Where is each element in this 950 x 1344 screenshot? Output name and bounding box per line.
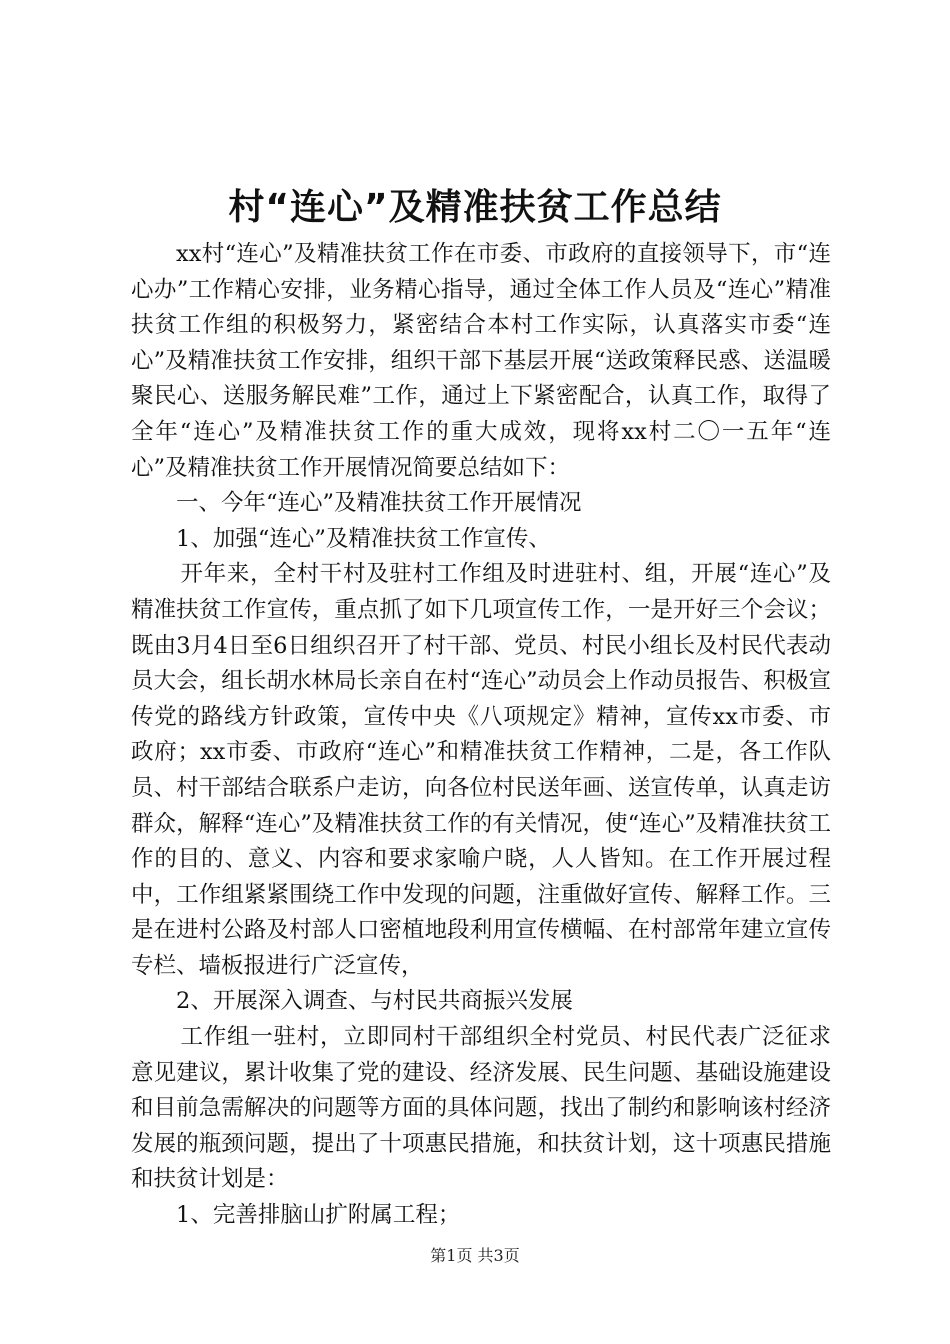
paragraph-intro: xx村“连心”及精准扶贫工作在市委、市政府的直接领导下，市“连心办”工作精心安排，业务精心指导，通过全体工作人员及“连心”精准扶贫工作组的积极努力，紧密结合本村工作实际，认真落实市委“连心”及精准扶贫工作安排，组织干部下基层开展“送政策释民惑、送温暖聚民心、送服务解民难”工作，通过上下紧密配合，认真工作，取得了全年“连心”及精准扶贫工作的重大成效，现将xx村二〇一五年“连心”及精准扶贫工作开展情况简要总结如下： [131, 241, 831, 481]
page-footer: 第1页 共3页 [430, 1246, 520, 1265]
document-title: 村“连心”及精准扶贫工作总结 [228, 187, 722, 228]
document-body [131, 237, 831, 1234]
paragraph-investigation: 工作组一驻村，立即同村干部组织全村党员、村民代表广泛征求意见建议，累计收集了党的建设、经济发展、民生问题、基础设施建设和目前急需解决的问题等方面的具体问题，找出了制约和影响该村经济发展的瓶颈问题，提出了十项惠民措施，和扶贫计划，这十项惠民措施和扶贫计划是： [131, 1024, 831, 1193]
section-heading-1: 一、今年“连心”及精准扶贫工作开展情况 [176, 490, 582, 517]
subsection-heading-2: 2、开展深入调查、与村民共商振兴发展 [176, 988, 573, 1015]
list-item-1: 1、完善排脑山扩附属工程； [176, 1202, 461, 1229]
paragraph-publicity: 开年来，全村干村及驻村工作组及时进驻村、组，开展“连心”及精准扶贫工作宣传，重点抓了如下几项宣传工作，一是开好三个会议；既由3月4日至6日组织召开了村干部、党员、村民小组长及村民代表动员大会，组长胡水林局长亲自在村“连心”动员会上作动员报告、积极宣传党的路线方针政策，宣传中央《八项规定》精神，宣传xx市委、市政府；xx市委、市政府“连心”和精准扶贫工作精神，二是，各工作队员、村干部结合联系户走访，向各位村民送年画、送宣传单，认真走访群众，解释“连心”及精准扶贫工作的有关情况，使“连心”及精准扶贫工作的目的、意义、内容和要求家喻户晓，人人皆知。在工作开展过程中，工作组紧紧围绕工作中发现的问题，注重做好宣传、解释工作。三是在进村公路及村部人口密植地段利用宣传横幅、在村部常年建立宣传专栏、墙板报进行广泛宣传， [131, 561, 831, 979]
subsection-heading-1: 1、加强“连心”及精准扶贫工作宣传、 [176, 525, 551, 552]
